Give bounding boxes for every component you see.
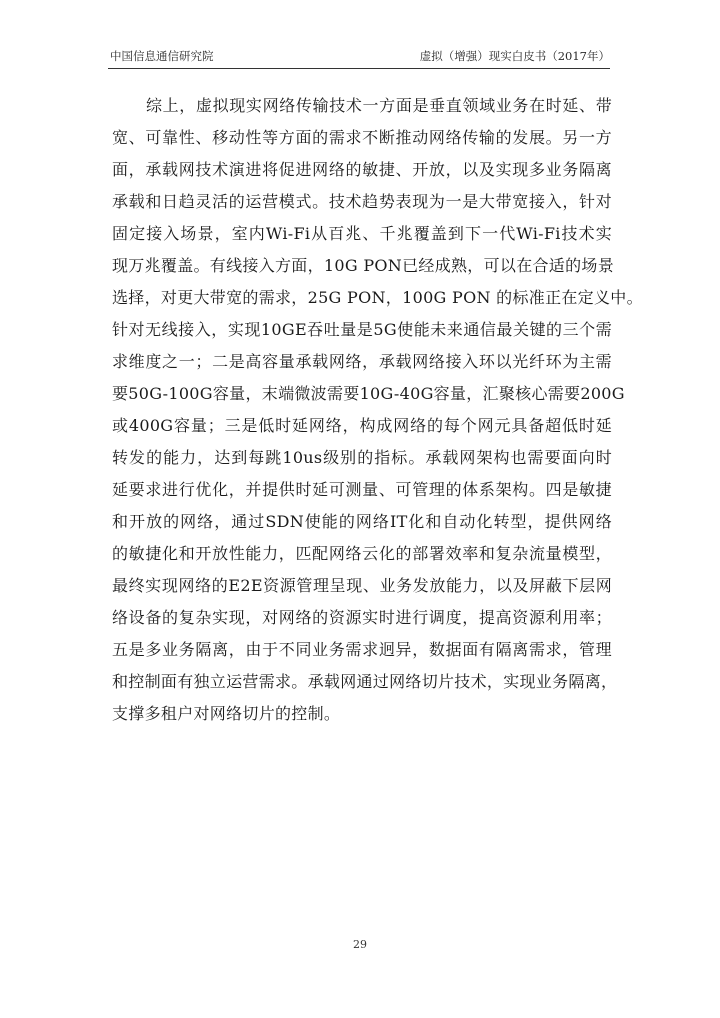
paragraph-line: 延要求进行优化，并提供时延可测量、可管理的体系架构。四是敏捷 bbox=[112, 480, 612, 499]
header-document-title: 虚拟（增强）现实白皮书（2017年） bbox=[419, 49, 610, 63]
paragraph-line: 最终实现网络的E2E资源管理呈现、业务发放能力，以及屏蔽下层网 bbox=[112, 576, 612, 595]
paragraph-line: 或400G容量；三是低时延网络，构成网络的每个网元具备超低时延 bbox=[112, 416, 612, 435]
paragraph-line: 面，承载网技术演进将促进网络的敏捷、开放，以及实现多业务隔离 bbox=[112, 160, 612, 179]
paragraph-line: 固定接入场景，室内Wi-Fi从百兆、千兆覆盖到下一代Wi-Fi技术实 bbox=[112, 224, 612, 243]
paragraph-line: 支撑多租户对网络切片的控制。 bbox=[112, 704, 341, 723]
paragraph-line: 五是多业务隔离，由于不同业务需求迥异，数据面有隔离需求，管理 bbox=[112, 640, 612, 659]
paragraph-line: 承载和日趋灵活的运营模式。技术趋势表现为一是大带宽接入，针对 bbox=[112, 192, 612, 211]
paragraph-line: 和开放的网络，通过SDN使能的网络IT化和自动化转型，提供网络 bbox=[112, 512, 612, 531]
paragraph-line: 要50G-100G容量，末端微波需要10G-40G容量，汇聚核心需要200G bbox=[112, 384, 625, 403]
paragraph-line: 转发的能力，达到每跳10us级别的指标。承载网架构也需要面向时 bbox=[112, 448, 612, 467]
page-header bbox=[108, 48, 610, 69]
paragraph-line: 和控制面有独立运营需求。承载网通过网络切片技术，实现业务隔离， bbox=[112, 672, 618, 691]
paragraph-line: 现万兆覆盖。有线接入方面，10G PON已经成熟，可以在合适的场景 bbox=[112, 256, 615, 275]
header-organization: 中国信息通信研究院 bbox=[110, 49, 214, 63]
paragraph-line: 络设备的复杂实现，对网络的资源实时进行调度，提高资源利用率； bbox=[112, 608, 612, 627]
paragraph-line: 求维度之一；二是高容量承载网络，承载网络接入环以光纤环为主需 bbox=[112, 352, 612, 371]
paragraph-line: 综上，虚拟现实网络传输技术一方面是垂直领域业务在时延、带 bbox=[146, 96, 612, 115]
body-paragraph bbox=[112, 90, 643, 730]
page-number: 29 bbox=[353, 938, 367, 951]
paragraph-line: 针对无线接入，实现10GE吞吐量是5G使能未来通信最关键的三个需 bbox=[112, 320, 612, 339]
paragraph-line: 的敏捷化和开放性能力，匹配网络云化的部署效率和复杂流量模型， bbox=[112, 544, 612, 563]
paragraph-line: 选择，对更大带宽的需求，25G PON，100G PON 的标准正在定义中。 bbox=[112, 288, 643, 307]
paragraph-line: 宽、可靠性、移动性等方面的需求不断推动网络传输的发展。另一方 bbox=[112, 128, 612, 147]
